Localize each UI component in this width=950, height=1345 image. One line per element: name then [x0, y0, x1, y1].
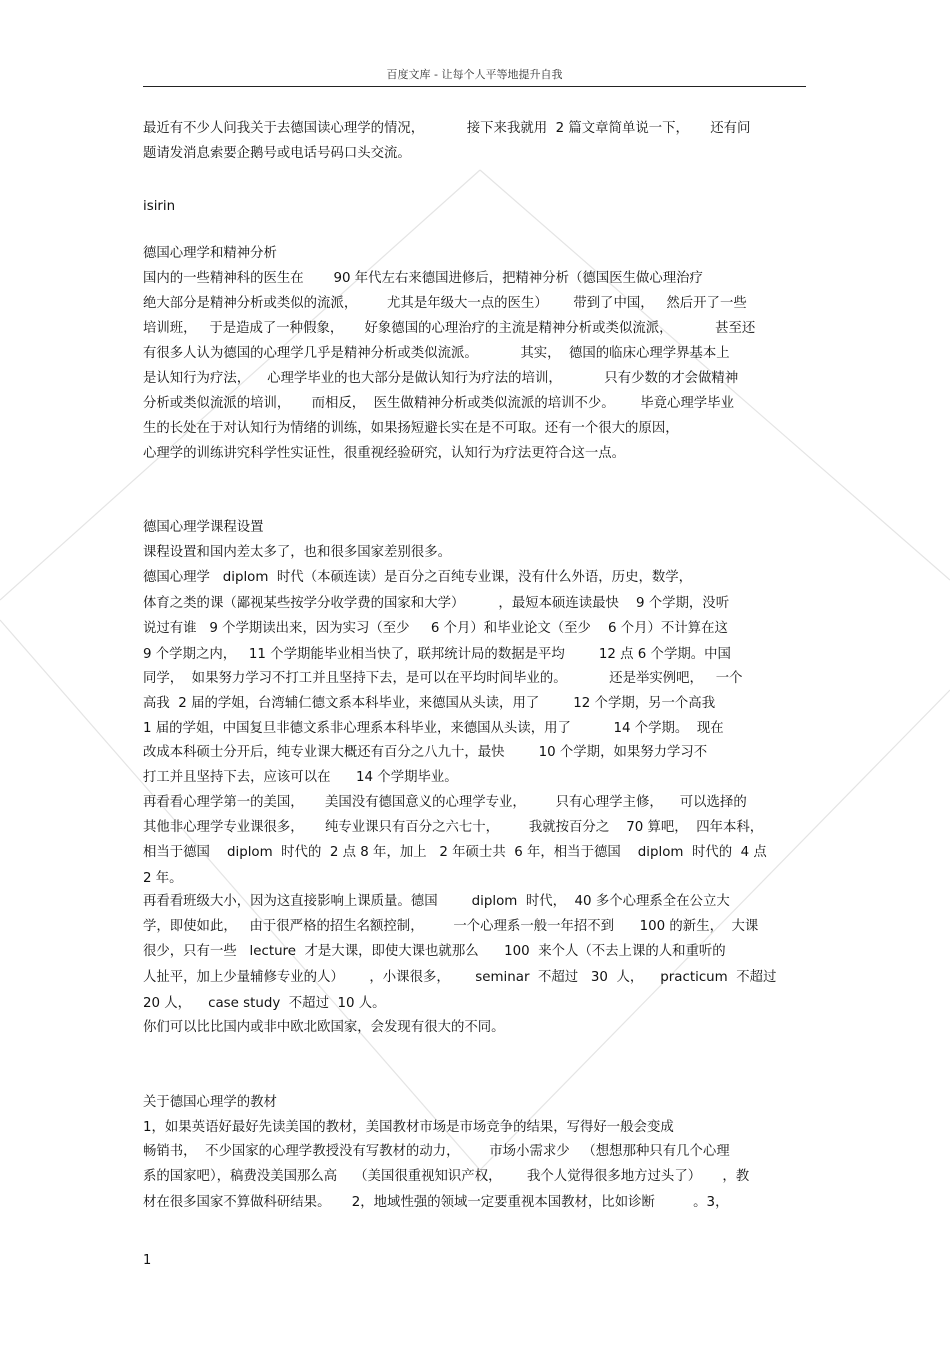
- text-line: 心理学的训练讲究科学性实证性，很重视经验研究，认知行为疗法更符合这一点。: [143, 446, 626, 461]
- text-line: 1，如果英语好最好先读美国的教材，美国教材市场是市场竞争的结果，写得好一般会变成: [143, 1120, 674, 1135]
- text-line: 说过有谁 9 个学期读出来，因为实习（至少 6 个月）和毕业论文（至少 6 个月）不计算在这: [143, 621, 728, 636]
- text-line: 改成本科硕士分开后，纯专业课大概还有百分之八九十，最快 10 个学期，如果努力学习不: [143, 745, 708, 760]
- text-line: 人扯平，加上少量辅修专业的人） ，小课很多， seminar 不超过 30 人， practicum 不超过: [143, 970, 777, 985]
- text-line: 是认知行为疗法， 心理学毕业的也大部分是做认知行为疗法的培训， 只有少数的才会做精神: [143, 371, 739, 386]
- text-line: 有很多人认为德国的心理学几乎是精神分析或类似流派。 其实， 德国的临床心理学界基本上: [143, 346, 730, 361]
- section-heading: 关于德国心理学的教材: [143, 1095, 277, 1110]
- text-line: 同学， 如果努力学习不打工并且坚持下去，是可以在平均时间毕业的。 还是举实例吧， 一个: [143, 671, 743, 686]
- section-heading: 德国心理学和精神分析: [143, 246, 277, 261]
- text-line: 高我 2 届的学姐，台湾辅仁德文系本科毕业，来德国从头读，用了 12 个学期，另一个高我: [143, 696, 716, 711]
- text-line: 20 人， case study 不超过 10 人。: [143, 996, 386, 1011]
- text-line: 你们可以比比国内或非中欧北欧国家，会发现有很大的不同。: [143, 1020, 505, 1035]
- text-line: 打工并且坚持下去，应该可以在 14 个学期毕业。: [143, 770, 458, 785]
- header-divider: [143, 86, 806, 87]
- page-header: 百度文库 - 让每个人平等地提升自我: [386, 68, 563, 81]
- text-line: 材在很多国家不算做科研结果。 2，地域性强的领域一定要重视本国教材，比如诊断 。3，: [143, 1195, 729, 1210]
- text-line: 学，即使如此， 由于很严格的招生名额控制， 一个心理系一般一年招不到 100 的新生， 大课: [143, 919, 759, 934]
- text-line: 体育之类的课（鄙视某些按学分收学费的国家和大学） ，最短本硕连读最快 9 个学期，没听: [143, 596, 730, 611]
- text-line: 题请发消息索要企鹅号或电话号码口头交流。: [143, 146, 411, 161]
- text-line: 9 个学期之内， 11 个学期能毕业相当快了，联邦统计局的数据是平均 12 点 6 个学期。中国: [143, 647, 731, 662]
- text-line: 再看看心理学第一的美国， 美国没有德国意义的心理学专业， 只有心理学主修， 可以选择的: [143, 795, 747, 810]
- text-line: 系的国家吧），稿费没美国那么高 （美国很重视知识产权， 我个人觉得很多地方过头了） ，教: [143, 1169, 750, 1184]
- text-line: 德国心理学 diplom 时代（本硕连读）是百分之百纯专业课，没有什么外语，历史，数学，: [143, 570, 693, 585]
- text-line: 国内的一些精神科的医生在 90 年代左右来德国进修后，把精神分析（德国医生做心理治疗: [143, 271, 703, 286]
- text-line: 很少，只有一些 lecture 才是大课，即使大课也就那么 100 来个人（不去上课的人和重听的: [143, 944, 726, 959]
- text-line: 最近有不少人问我关于去德国读心理学的情况， 接下来我就用 2 篇文章简单说一下， 还有问: [143, 121, 751, 136]
- text-line: 培训班， 于是造成了一种假象， 好象德国的心理治疗的主流是精神分析或类似流派， 甚至还: [143, 321, 756, 336]
- section-heading: 德国心理学课程设置: [143, 520, 264, 535]
- text-line: 2 年。: [143, 871, 183, 886]
- text-line: 畅销书， 不少国家的心理学教授没有写教材的动力， 市场小需求少 （想想那种只有几个心理: [143, 1144, 730, 1159]
- text-line: 相当于德国 diplom 时代的 2 点 8 年，加上 2 年硕士共 6 年，相当于德国 diplom 时代的 4 点: [143, 845, 767, 860]
- text-line: 课程设置和国内差太多了，也和很多国家差别很多。: [143, 545, 451, 560]
- text-line: isirin: [143, 199, 176, 214]
- text-line: 分析或类似流派的培训， 而相反， 医生做精神分析或类似流派的培训不少。 毕竟心理学毕业: [143, 396, 734, 411]
- text-line: 再看看班级大小，因为这直接影响上课质量。德国 diplom 时代， 40 多个心理系全在公立大: [143, 894, 730, 909]
- page-number: 1: [143, 1253, 152, 1268]
- text-line: 绝大部分是精神分析或类似的流派， 尤其是年级大一点的医生） 带到了中国， 然后开了一些: [143, 296, 747, 311]
- text-line: 1 届的学姐，中国复旦非德文系非心理系本科毕业，来德国从头读，用了 14 个学期。 现在: [143, 721, 724, 736]
- text-line: 其他非心理学专业课很多， 纯专业课只有百分之六七十， 我就按百分之 70 算吧， 四年本科，: [143, 820, 764, 835]
- text-line: 生的长处在于对认知行为情绪的训练，如果扬短避长实在是不可取。还有一个很大的原因，: [143, 421, 679, 436]
